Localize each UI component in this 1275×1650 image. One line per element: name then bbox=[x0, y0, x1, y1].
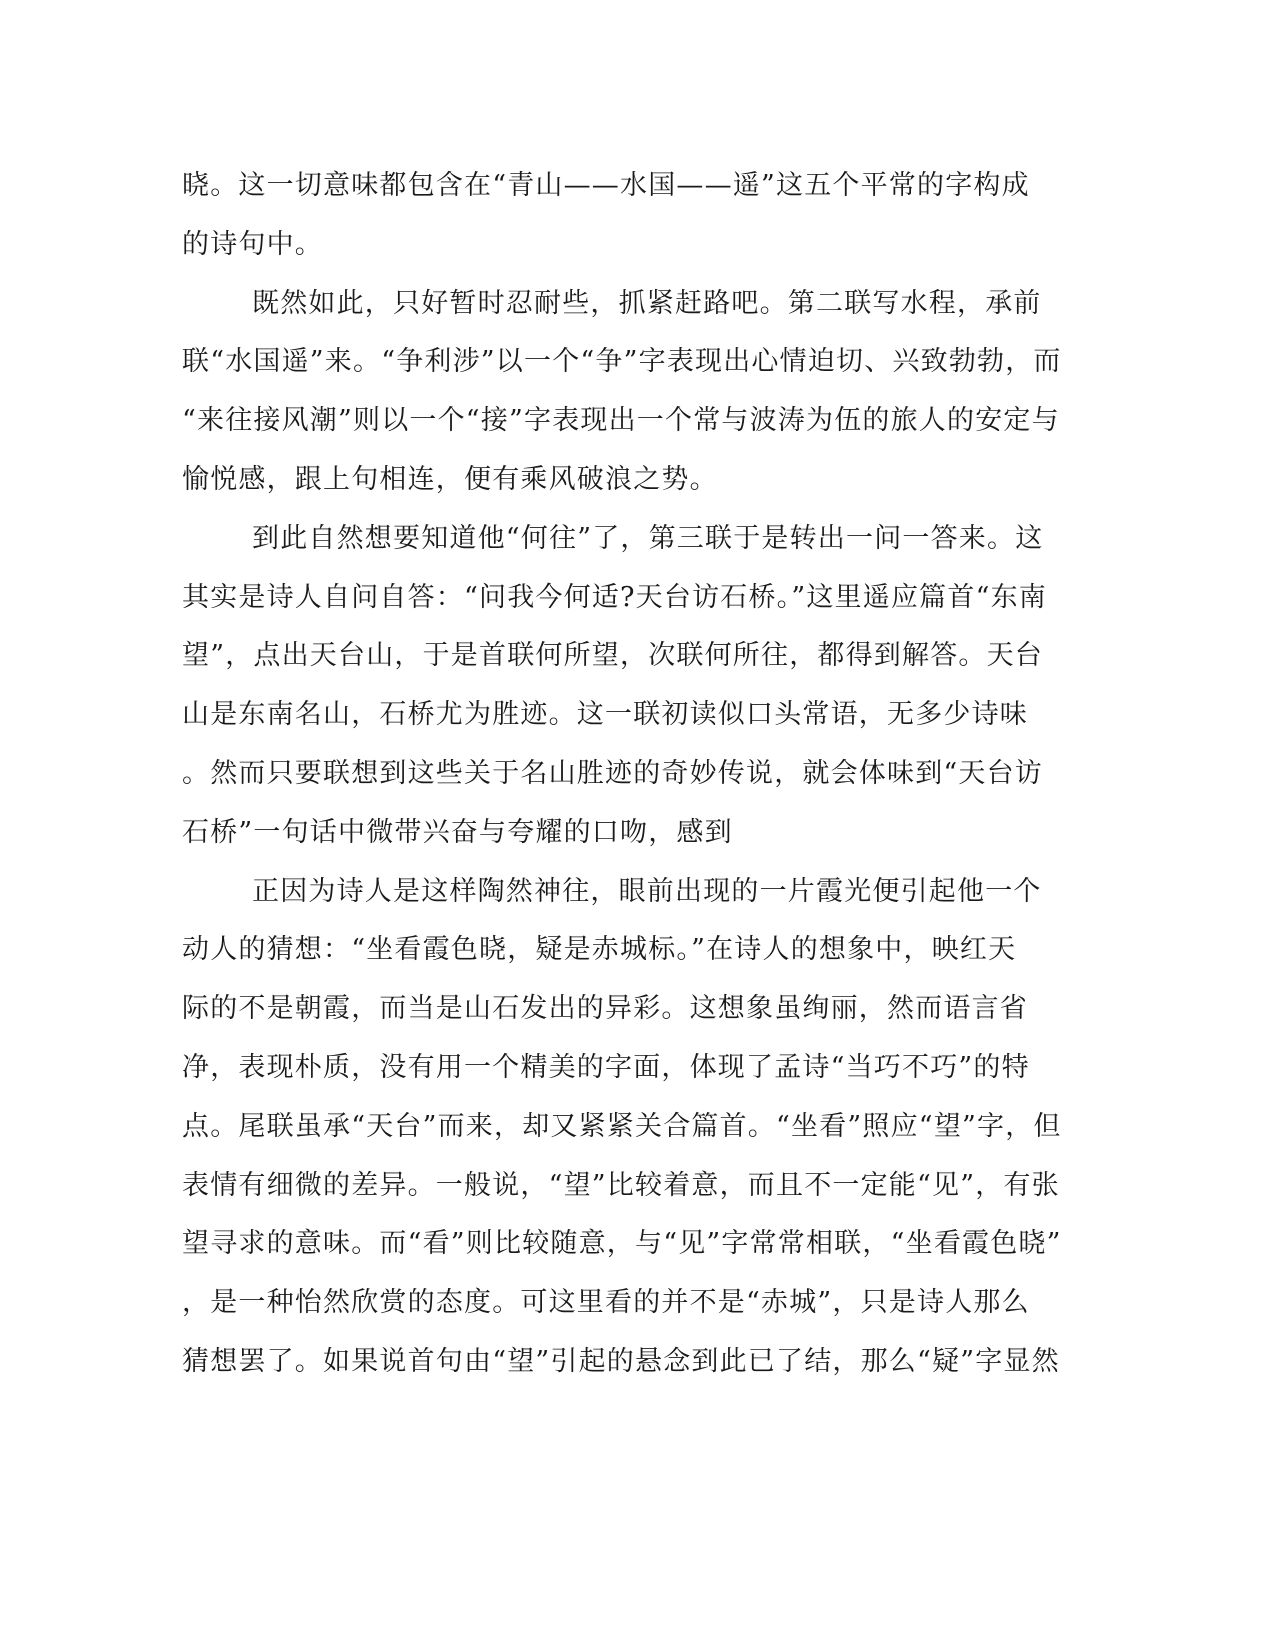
text-line: 动人的猜想：“坐看霞色晓，疑是赤城标。”在诗人的想象中，映红天 bbox=[182, 934, 1017, 966]
text-line: 点。尾联虽承“天台”而来，却又紧紧关合篇首。“坐看”照应“望”字，但 bbox=[182, 1110, 1062, 1142]
body-text bbox=[182, 157, 1062, 1392]
text-line: 愉悦感，跟上句相连，便有乘风破浪之势。 bbox=[182, 463, 718, 495]
text-line: “来往接风潮”则以一个“接”字表现出一个常与波涛为伍的旅人的安定与 bbox=[182, 405, 1060, 437]
text-line: 联“水国遥”来。“争利涉”以一个“争”字表现出心情迫切、兴致勃勃，而 bbox=[182, 346, 1062, 378]
text-line: 石桥”一句话中微带兴奋与夸耀的口吻，感到 bbox=[182, 816, 733, 848]
text-line: 山是东南名山，石桥尤为胜迹。这一联初读似口头常语，无多少诗味 bbox=[182, 699, 1028, 731]
text-line: 晓。这一切意味都包含在“青山——水国——遥”这五个平常的字构成 bbox=[182, 170, 1030, 201]
paragraph-first-line: 正因为诗人是这样陶然神往，眼前出现的一片霞光便引起他一个 bbox=[252, 875, 1042, 907]
paragraph-first-line: 既然如此，只好暂时忍耐些，抓紧赶路吧。第二联写水程，承前 bbox=[252, 287, 1042, 319]
text-line: 净，表现朴质，没有用一个精美的字面，体现了孟诗“当巧不巧”的特 bbox=[182, 1051, 1030, 1083]
text-line: 望”，点出天台山，于是首联何所望，次联何所往，都得到解答。天台 bbox=[182, 640, 1044, 672]
text-line: 表情有细微的差异。一般说，“望”比较着意，而且不一定能“见”，有张 bbox=[182, 1169, 1060, 1201]
text-line: 际的不是朝霞，而当是山石发出的异彩。这想象虽绚丽，然而语言省 bbox=[182, 993, 1028, 1025]
text-line: ，是一种怡然欣赏的态度。可这里看的并不是“赤城”，只是诗人那么 bbox=[182, 1287, 1030, 1319]
paragraph-first-line: 到此自然想要知道他“何往”了，第三联于是转出一问一答来。这 bbox=[252, 522, 1044, 554]
text-line: 望寻求的意味。而“看”则比较随意，与“见”字常常相联，“坐看霞色晓” bbox=[182, 1228, 1062, 1260]
text-line: 其实是诗人自问自答：“问我今何适?天台访石桥。”这里遥应篇首“东南 bbox=[182, 581, 1047, 613]
text-line: 的诗句中。 bbox=[182, 228, 323, 260]
text-line: 。然而只要联想到这些关于名山胜迹的奇妙传说，就会体味到“天台访 bbox=[182, 757, 1044, 789]
text-line: 猜想罢了。如果说首句由“望”引起的悬念到此已了结，那么“疑”字显然 bbox=[182, 1345, 1060, 1377]
